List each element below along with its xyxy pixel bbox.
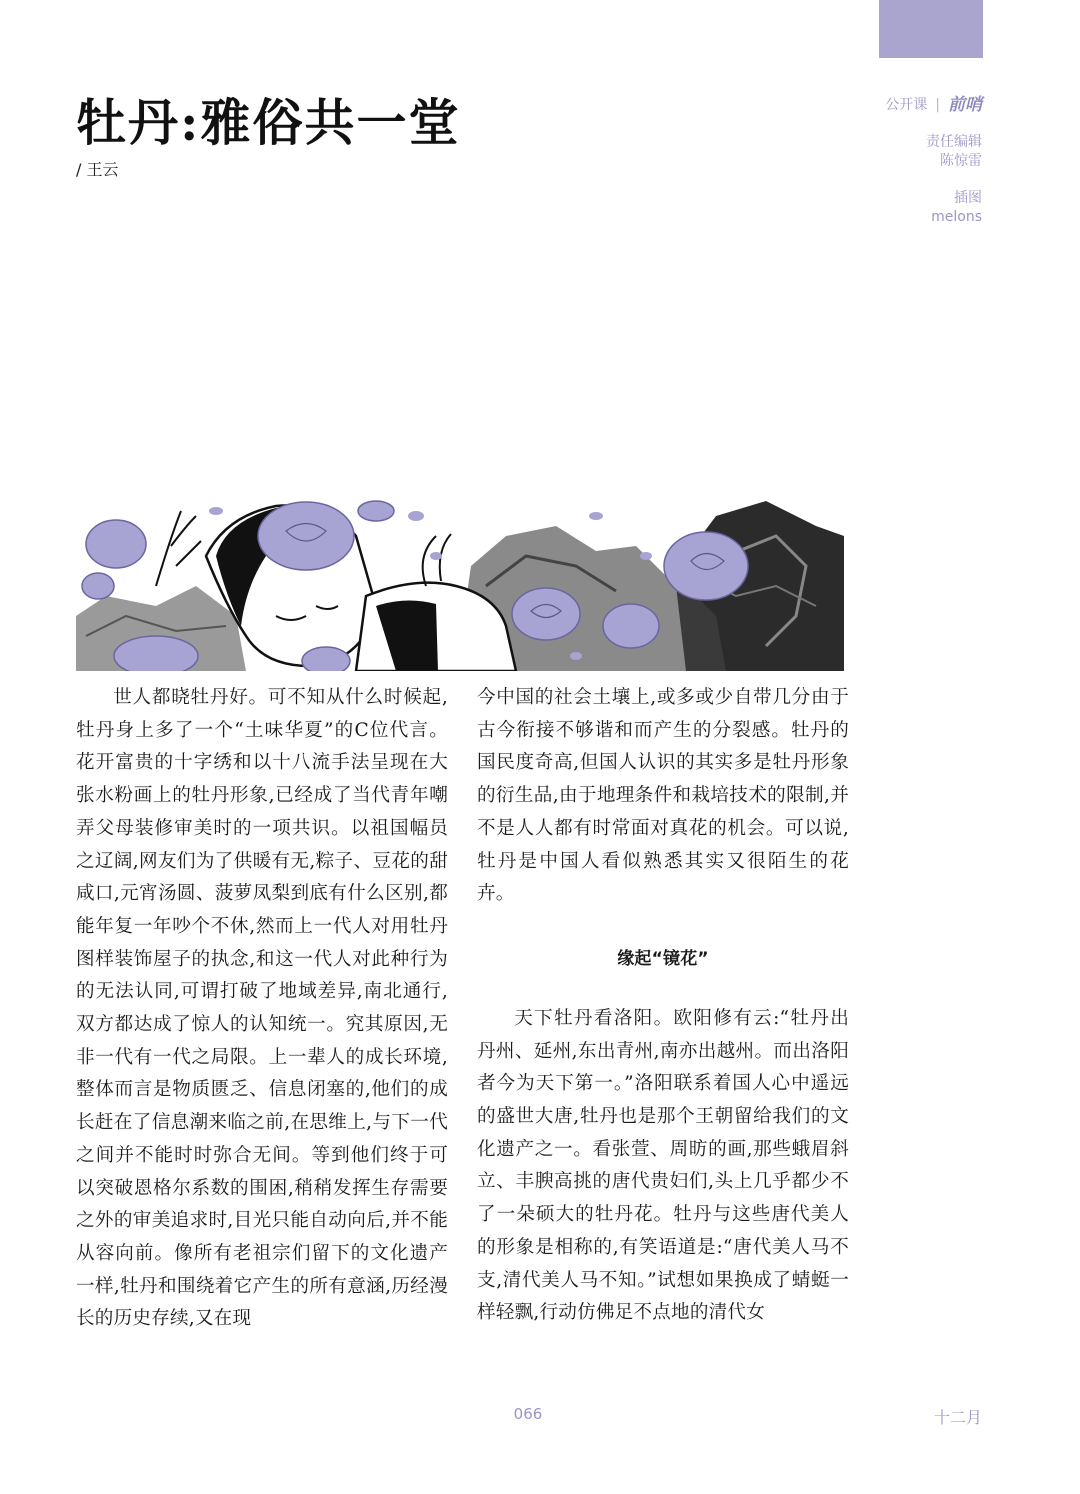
magazine-logo: 前哨 <box>948 95 982 115</box>
editor-label: 责任编辑 <box>926 134 982 150</box>
section-subheading: 缘起“镜花” <box>617 948 709 969</box>
issue-month: 十二月 <box>933 1408 982 1427</box>
page-number: 066 <box>513 1405 543 1423</box>
separator: | <box>935 97 940 113</box>
peony-woman-rocks-illustration <box>76 496 844 671</box>
body-paragraph: 天下牡丹看洛阳。欧阳修有云:“牡丹出丹州、延州,东出青州,南亦出越州。而出洛阳者今为天下第一。”洛阳联系着国人心中遥远的盛世大唐,牡丹也是那个王朝留给我们的文化遗产之一。看张萱、周昉的画,那些蛾眉斜立、丰腴高挑的唐代贵妇们,头上几乎都少不了一朵硕大的牡丹花。牡丹与这些唐代美人的形象是相称的,有笑语道是:“唐代美人马不支,清代美人马不知。”试想如果换成了蜻蜓一样轻飘,行动仿佛足不点地的清代女 <box>477 1007 849 1324</box>
text-column-left <box>76 682 448 1336</box>
sidebar-credits <box>782 96 982 227</box>
color-tab <box>879 0 983 58</box>
article-author: / 王云 <box>76 160 119 179</box>
section-label: 公开课 <box>885 97 928 113</box>
illustrator-label: 插图 <box>954 190 982 206</box>
article-title: 牡丹:雅俗共一堂 <box>76 93 461 152</box>
editor-name: 陈惊雷 <box>940 153 982 169</box>
body-paragraph: 今中国的社会土壤上,或多或少自带几分由于古今衔接不够谐和而产生的分裂感。牡丹的国民度奇高,但国人认识的其实多是牡丹形象的衍生品,由于地理条件和栽培技术的限制,并不是人人都有时常面对真花的机会。可以说,牡丹是中国人看似熟悉其实又很陌生的花卉。 <box>477 687 849 905</box>
body-paragraph: 世人都晓牡丹好。可不知从什么时候起,牡丹身上多了一个“土味华夏”的C位代言。花开富贵的十字绣和以十八流手法呈现在大张水粉画上的牡丹形象,已经成了当代青年嘲弄父母装修审美时的一项共识。以祖国幅员之辽阔,网友们为了供暖有无,粽子、豆花的甜咸口,元宵汤圆、菠萝凤梨到底有什么区别,都能年复一年吵个不休,然而上一代人对用牡丹图样装饰屋子的执念,和这一代人对此种行为的无法认同,可谓打破了地域差异,南北通行,双方都达成了惊人的认知统一。究其原因,无非一代有一代之局限。上一辈人的成长环境,整体而言是物质匮乏、信息闭塞的,他们的成长赶在了信息潮来临之前,在思维上,与下一代之间并不能时时弥合无间。等到他们终于可以突破恩格尔系数的围困,稍稍发挥生存需要之外的审美追求时,目光只能自动向后,并不能从容向前。像所有老祖宗们留下的文化遗产一样,牡丹和围绕着它产生的所有意涵,历经漫长的历史存续,又在现 <box>76 687 448 1330</box>
text-column-right <box>477 682 849 1330</box>
illustrator-name: melons <box>931 209 982 225</box>
peony-illustration <box>76 496 844 671</box>
